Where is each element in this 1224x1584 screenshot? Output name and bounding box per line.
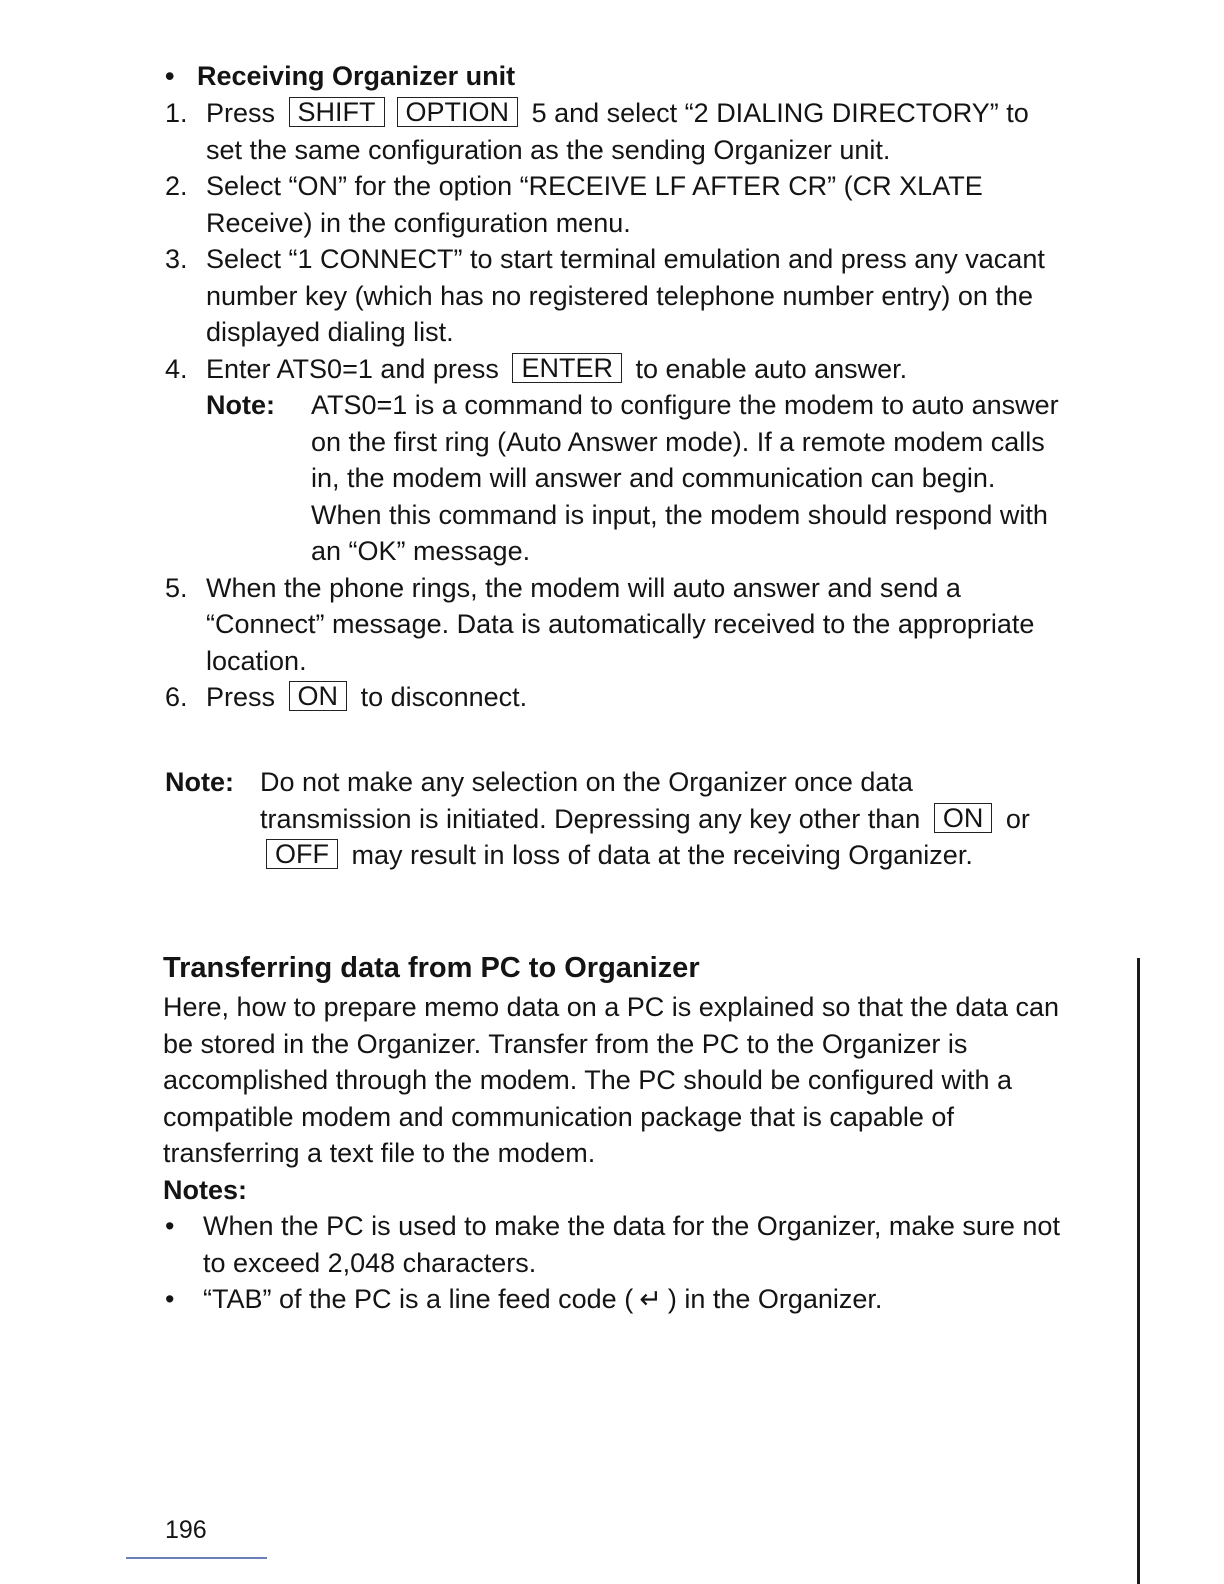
bullet: • <box>165 1284 175 1314</box>
section-heading <box>165 58 515 95</box>
list-item <box>163 1208 1068 1281</box>
transfer-heading: Transferring data from PC to Organizer <box>163 952 700 984</box>
step-2 <box>165 168 1065 241</box>
step-number: 3. <box>165 244 188 274</box>
note-item-text: ) in the Organizer. <box>667 1284 883 1314</box>
step-text: to enable auto answer. <box>635 353 908 384</box>
note-text: may result in loss of data at the receiving Organizer. <box>351 840 973 870</box>
on-key: ON <box>934 803 993 833</box>
step-1 <box>165 95 1065 168</box>
notes-label: Notes: <box>163 1175 248 1205</box>
step-4 <box>165 351 1065 570</box>
note-text: or <box>1005 803 1030 834</box>
option-key: OPTION <box>397 97 519 127</box>
step-number: 4. <box>165 353 188 384</box>
step-text: Enter ATS0=1 and press <box>206 353 499 384</box>
list-item <box>163 1281 1068 1318</box>
transfer-paragraph: Here, how to prepare memo data on a PC is explained so that the data can be stored in the Organizer. Transfer from the PC to the Organizer is accomplished through the modem. The PC should be configured with a compatible modem and communication package that is capable of transferring a text file to the modem. <box>163 992 1060 1168</box>
steps-list <box>165 95 1065 716</box>
step-number: 5. <box>165 572 188 603</box>
step-text: Press <box>206 682 276 712</box>
section-title: Receiving Organizer unit <box>197 61 516 91</box>
step-3 <box>165 241 1065 351</box>
note-label: Note: <box>165 767 234 797</box>
notes-list <box>163 1208 1068 1318</box>
footer-rule <box>126 1557 267 1559</box>
step-6 <box>165 679 1065 716</box>
page-number: 196 <box>165 1516 207 1544</box>
note-text: Do not make any selection on the Organizer once data transmission is initiated. Depressing any key other than <box>260 767 921 834</box>
step-text: Press <box>206 98 276 128</box>
margin-rule <box>1137 958 1140 1584</box>
step-text: 5 and select “2 DIALING DIRECTORY” to set the same configuration as the sending Organizer unit. <box>206 98 1029 165</box>
off-key: OFF <box>266 839 338 869</box>
bullet: • <box>165 61 175 91</box>
step-note <box>206 387 1065 570</box>
step-number: 6. <box>165 682 188 712</box>
note-item-text: When the PC is used to make the data for the Organizer, make sure not to exceed 2,048 characters. <box>203 1211 1060 1278</box>
shift-key: SHIFT <box>289 97 385 127</box>
step-text: Select “ON” for the option “RECEIVE LF AFTER CR” (CR XLATE Receive) in the configuration menu. <box>206 171 983 238</box>
step-text: When the phone rings, the modem will auto answer and send a “Connect” message. Data is automatically received to the appropriate location. <box>206 572 1035 676</box>
step-number: 2. <box>165 171 188 201</box>
step-5 <box>165 570 1065 680</box>
step-text: to disconnect. <box>360 682 528 712</box>
note-text: ATS0=1 is a command to configure the modem to auto answer on the first ring (Auto Answer mode). If a remote modem calls in, the modem will answer and communication can begin. When this command is input, the modem should respond with an “OK” message. <box>311 390 1059 566</box>
on-key: ON <box>289 681 348 711</box>
line-feed-symbol: ↵ <box>639 1284 662 1314</box>
step-number: 1. <box>165 98 188 128</box>
bullet: • <box>165 1211 175 1241</box>
step-text: Select “1 CONNECT” to start terminal emulation and press any vacant number key (which has no registered telephone number entry) on the displayed dialing list. <box>206 244 1045 347</box>
note-item-text: “TAB” of the PC is a line feed code ( <box>203 1284 634 1314</box>
note-label: Note: <box>206 390 275 420</box>
main-note <box>165 764 1065 874</box>
enter-key: ENTER <box>512 353 622 383</box>
